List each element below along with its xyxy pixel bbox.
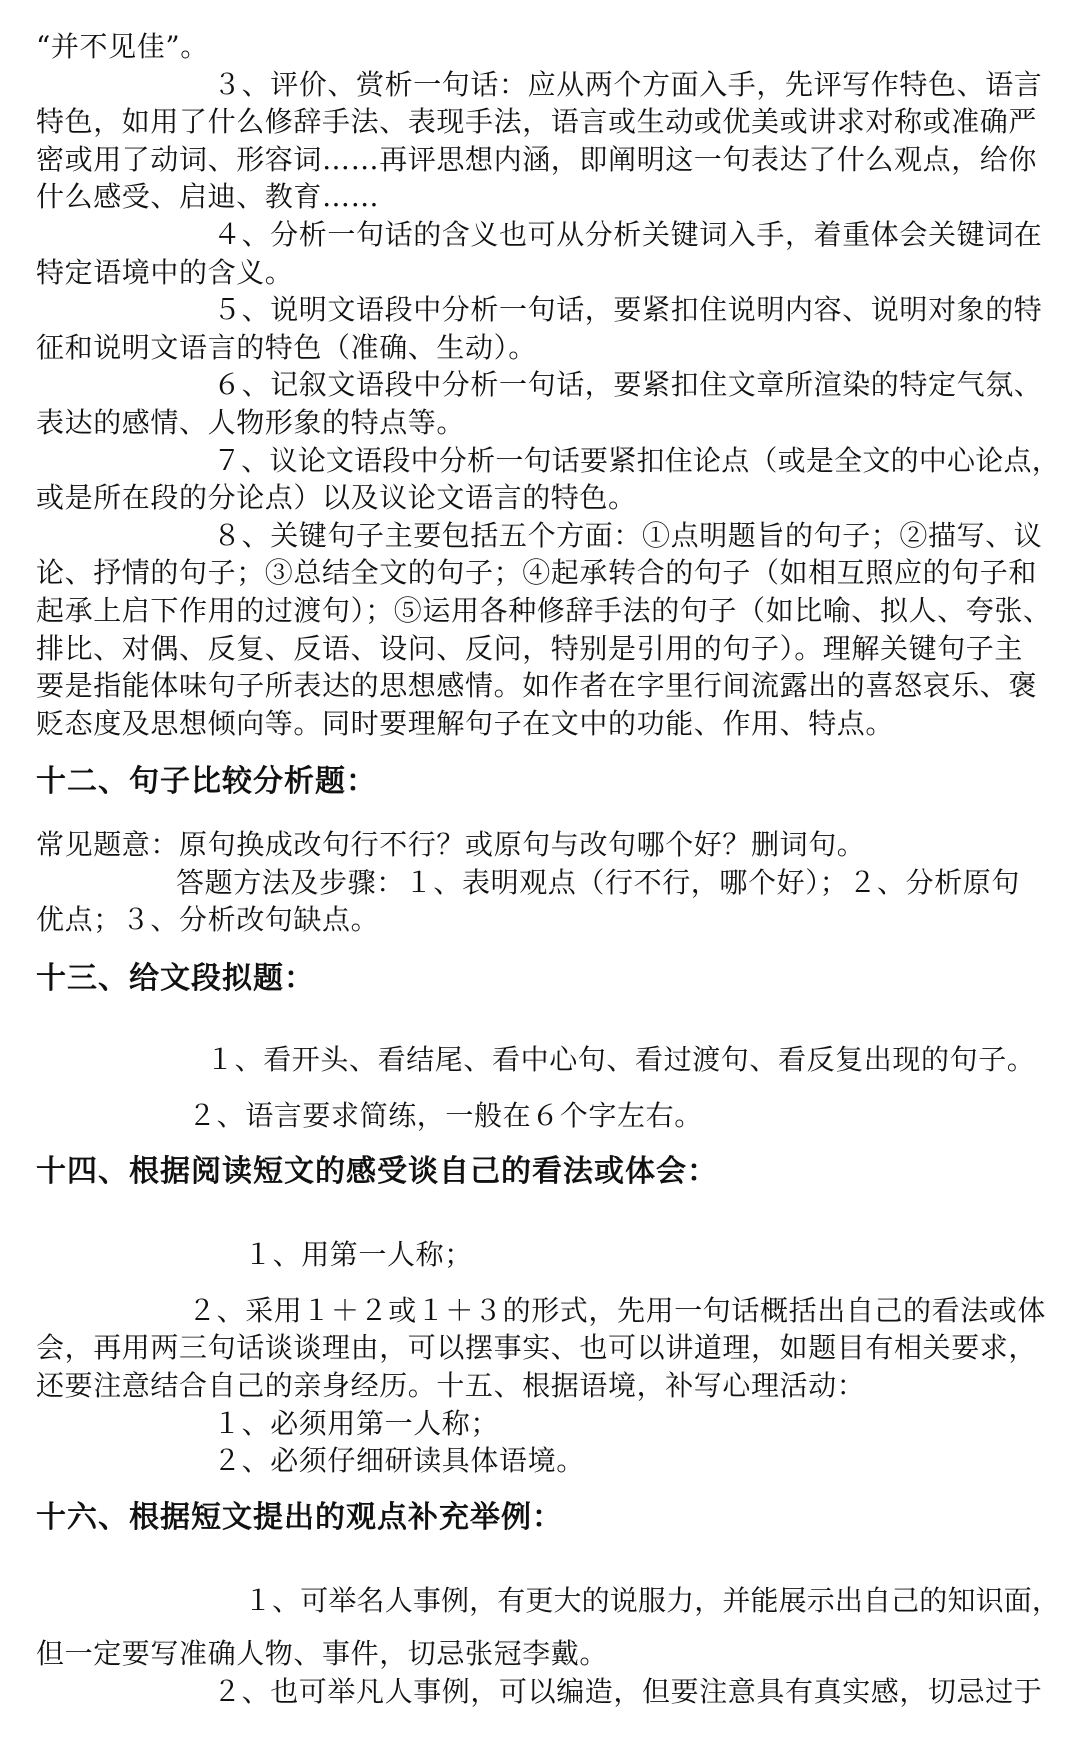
section-16-heading: 十六、根据短文提出的观点补充举例：: [36, 1499, 563, 1535]
section-13-line-1: １、看开头、看结尾、看中心句、看过渡句、看反复出现的句子。: [206, 1043, 1036, 1077]
section-16-line-3: ２、也可举凡人事例，可以编造，但要注意具有真实感，切忌过于: [213, 1675, 1043, 1708]
section-12-line-3: 优点；３、分析改句缺点。: [36, 903, 380, 937]
item-8-line-3: 起承上启下作用的过渡句）；⑤运用各种修辞手法的句子（如比喻、拟人、夸张、: [36, 593, 1052, 627]
item-8-line-2: 论、抒情的句子；③总结全文的句子；④起承转合的句子（如相互照应的句子和: [36, 556, 1038, 590]
section-15-line-1: １、必须用第一人称；: [213, 1406, 500, 1440]
item-3: [36, 66, 1058, 216]
item-4-line-2: 特定语境中的含义。: [36, 255, 294, 289]
item-6: [36, 366, 1058, 441]
section-12-line-2: 答题方法及步骤：１、表明观点（行不行，哪个好）；２、分析原句: [176, 865, 1021, 899]
section-13-line-2: ２、语言要求简练，一般在６个字左右。: [188, 1098, 703, 1132]
item-8-line-4: 排比、对偶、反复、反语、设问、反问，特别是引用的句子）。理解关键句子主: [36, 631, 1024, 665]
section-14-line-2: ２、采用１＋２或１＋３的形式，先用一句话概括出自己的看法或体: [188, 1293, 1047, 1327]
item-6-line-1: ６、记叙文语段中分析一句话，要紧扣住文章所渲染的特定气氛、: [213, 368, 1043, 402]
section-14-line-3: 会，再用两三句话谈谈理由，可以摆事实、也可以讲道理，如题目有相关要求，: [36, 1331, 1038, 1365]
item-8-line-5: 要是指能体味句子所表达的思想感情。如作者在字里行间流露出的喜怒哀乐、褒: [36, 669, 1038, 703]
item-5: [36, 291, 1058, 366]
item-3-line-3: 密或用了动词、形容词……再评思想内涵，即阐明这一句表达了什么观点，给你: [36, 142, 1038, 176]
section-16-line-1: １、可举名人事例，有更大的说服力，并能展示出自己的知识面，: [244, 1583, 1060, 1617]
item-3-line-1: ３、评价、赏析一句话：应从两个方面入手，先评写作特色、语言: [213, 67, 1043, 101]
item-6-line-2: 表达的感情、人物形象的特点等。: [36, 405, 466, 439]
item-5-line-1: ５、说明文语段中分析一句话，要紧扣住说明内容、说明对象的特: [213, 293, 1043, 327]
item-5-line-2: 征和说明文语言的特色（准确、生动）。: [36, 330, 537, 364]
item-4: [36, 216, 1058, 291]
section-14-heading: 十四、根据阅读短文的感受谈自己的看法或体会：: [36, 1154, 718, 1190]
item-3-line-4: 什么感受、启迪、教育……: [36, 180, 380, 214]
section-13-heading: 十三、给文段拟题：: [36, 961, 315, 997]
section-14-line-4: 还要注意结合自己的亲身经历。十五、根据语境，补写心理活动：: [36, 1369, 866, 1403]
item-8-line-1: ８、关键句子主要包括五个方面：①点明题旨的句子；②描写、议: [213, 518, 1043, 552]
item-4-line-1: ４、分析一句话的含义也可从分析关键词入手，着重体会关键词在: [213, 217, 1043, 251]
section-14-line-1: １、用第一人称；: [244, 1238, 473, 1272]
item-7: [36, 442, 1058, 517]
item-7-line-1: ７、议论文语段中分析一句话要紧扣住论点（或是全文的中心论点，: [213, 443, 1060, 477]
item-8-line-6: 贬态度及思想倾向等。同时要理解句子在文中的功能、作用、特点。: [36, 706, 895, 740]
section-12-line-1: 常见题意：原句换成改句行不行？或原句与改句哪个好？删词句。: [36, 828, 866, 862]
section-15-line-2: ２、必须仔细研读具体语境。: [213, 1444, 585, 1478]
section-16-line-2: 但一定要写准确人物、事件，切忌张冠李戴。: [36, 1637, 609, 1671]
item-7-line-2: 或是所在段的分论点）以及议论文语言的特色。: [36, 481, 637, 515]
item-8: [36, 517, 1058, 743]
section-12-heading: 十二、句子比较分析题：: [36, 764, 377, 800]
item-3-line-2: 特色，如用了什么修辞手法、表现手法，语言或生动或优美或讲求对称或准确严: [36, 105, 1038, 139]
intro-line: “并不见佳”。: [36, 30, 209, 63]
